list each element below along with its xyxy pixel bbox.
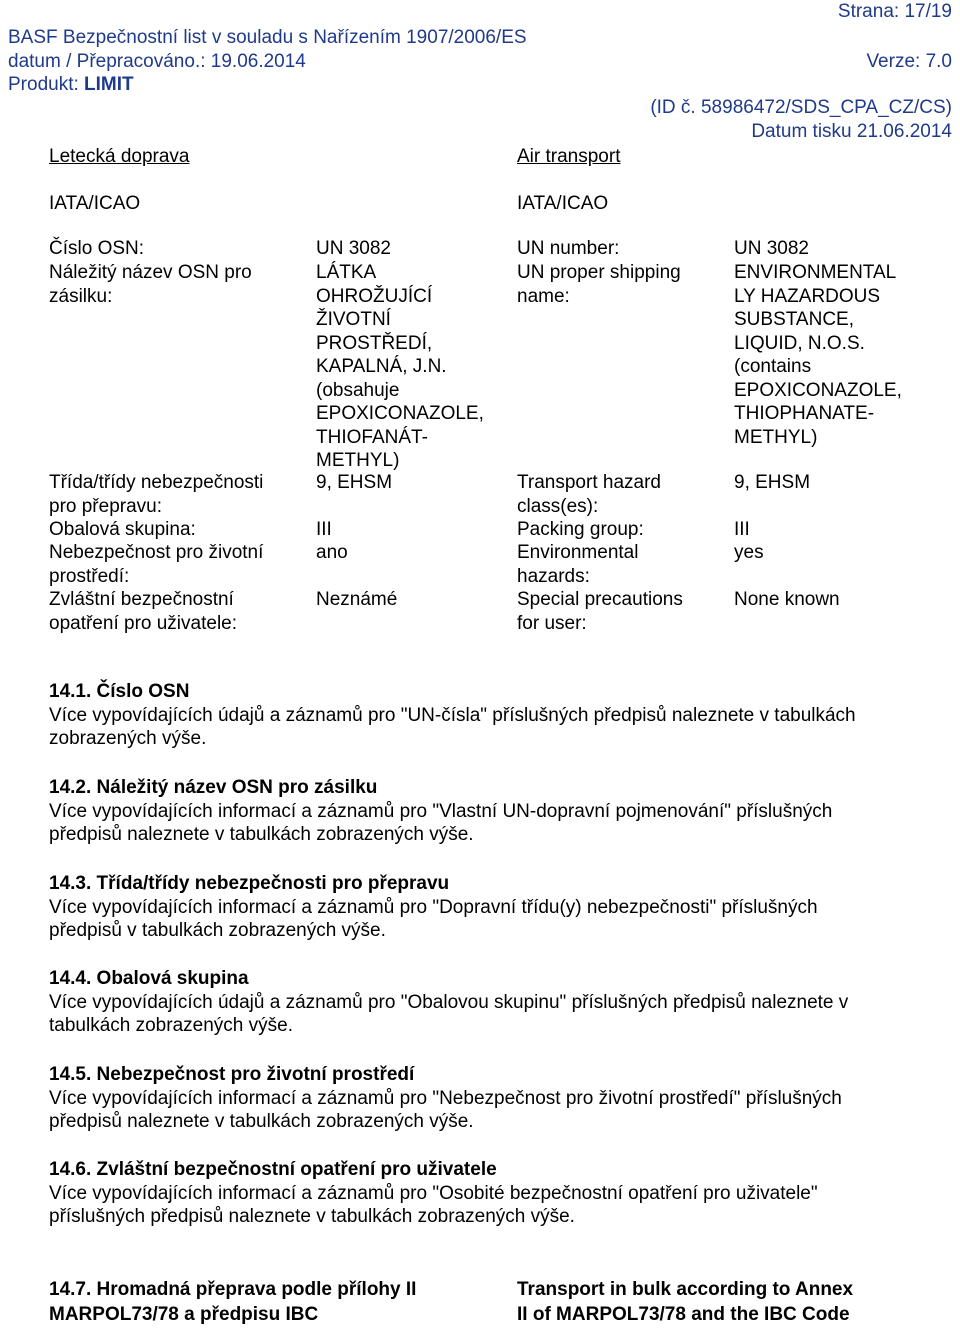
footer-right — [517, 1277, 853, 1327]
left-transport-sub: IATA/ICAO — [49, 193, 141, 214]
table-cell-line: UN number: — [517, 238, 620, 259]
table-cell-line: (obsahuje — [316, 379, 400, 401]
table-cell-line: EPOXICONAZOLE, — [316, 403, 484, 424]
table-cell-line: THIOFANÁT- — [316, 426, 428, 448]
table-cell-line: yes — [734, 542, 764, 563]
table-cell-r-label — [517, 541, 638, 588]
table-cell-line: Packing group: — [517, 519, 644, 540]
print-date: Datum tisku 21.06.2014 — [751, 121, 952, 142]
page-number: Strana: 17/19 — [837, 1, 952, 22]
table-cell-line: for user: — [517, 612, 587, 634]
section-title: 14.4. Obalová skupina — [49, 968, 249, 989]
table-cell-line: name: — [517, 285, 570, 307]
table-cell-r-label — [517, 588, 683, 635]
section-14-3 — [49, 872, 929, 943]
section-body-line: Více vypovídajících údajů a záznamů pro "UN-čísla" příslušných předpisů naleznete v tabulkách — [49, 704, 856, 726]
table-cell-line: ENVIRONMENTAL — [734, 262, 897, 283]
table-cell-line: LÁTKA — [316, 262, 377, 283]
table-cell-line: Zvláštní bezpečnostní — [49, 589, 234, 610]
section-14-4 — [49, 967, 929, 1038]
table-cell-line: SUBSTANCE, — [734, 309, 855, 330]
section-body-line: tabulkách zobrazených výše. — [49, 1015, 293, 1036]
table-cell-line: EPOXICONAZOLE, — [734, 379, 902, 401]
table-cell-l-label — [49, 588, 237, 635]
table-cell-r-value — [734, 518, 750, 542]
table-cell-line: LIQUID, N.O.S. — [734, 332, 865, 354]
table-cell-r-label — [517, 518, 644, 542]
section-body-line: předpisů v tabulkách zobrazených výše. — [49, 920, 386, 941]
footer-left-line: MARPOL73/78 a předpisu IBC — [49, 1304, 319, 1325]
table-cell-line: ŽIVOTNÍ — [316, 309, 391, 330]
section-body-line: Více vypovídajících informací a záznamů pro "Vlastní UN-dopravní pojmenování" příslušných — [49, 800, 833, 822]
table-cell-line: Special precautions — [517, 589, 683, 610]
table-cell-line: opatření pro uživatele: — [49, 612, 238, 634]
table-cell-line: Obalová skupina: — [49, 519, 196, 540]
section-14-1 — [49, 680, 929, 751]
table-cell-r-value — [734, 588, 840, 612]
table-cell-r-value — [734, 471, 810, 495]
table-cell-l-value — [316, 237, 391, 261]
table-cell-line: LY HAZARDOUS — [734, 285, 881, 307]
document-title: BASF Bezpečnostní list v souladu s Nařízením 1907/2006/ES — [8, 27, 527, 48]
table-cell-line: ano — [316, 542, 348, 563]
table-cell-line: pro přepravu: — [49, 495, 163, 517]
table-cell-line: Číslo OSN: — [49, 238, 145, 259]
table-cell-line: None known — [734, 589, 840, 610]
table-cell-l-value — [316, 261, 484, 473]
table-cell-line: III — [316, 519, 332, 540]
section-title: 14.6. Zvláštní bezpečnostní opatření pro uživatele — [49, 1159, 497, 1180]
section-body-line: předpisů naleznete v tabulkách zobrazených výše. — [49, 1111, 474, 1132]
section-title: 14.5. Nebezpečnost pro životní prostředí — [49, 1064, 415, 1085]
product-line — [8, 73, 134, 96]
table-cell-line: Transport hazard — [517, 472, 661, 493]
table-cell-l-value — [316, 541, 348, 565]
table-cell-l-label — [49, 541, 263, 588]
table-cell-l-value — [316, 588, 397, 612]
product-label: Produkt: — [8, 74, 85, 95]
table-cell-r-value — [734, 541, 764, 565]
table-cell-line: OHROŽUJÍCÍ — [316, 285, 433, 307]
section-14-2 — [49, 776, 929, 847]
version: Verze: 7.0 — [866, 51, 952, 72]
table-cell-r-value — [734, 261, 902, 449]
table-cell-line: UN proper shipping — [517, 262, 681, 283]
section-body-line: Více vypovídajících informací a záznamů pro "Osobité bezpečnostní opatření pro uživatele" — [49, 1182, 818, 1204]
table-cell-line: THIOPHANATE- — [734, 403, 875, 424]
table-cell-line: Neznámé — [316, 589, 398, 610]
product-name: LIMIT — [84, 74, 134, 95]
document-id: (ID č. 58986472/SDS_CPA_CZ/CS) — [650, 97, 952, 118]
table-cell-r-label — [517, 261, 681, 308]
section-title: 14.1. Číslo OSN — [49, 681, 190, 702]
table-cell-line: KAPALNÁ, J.N. — [316, 356, 447, 377]
table-cell-l-label — [49, 471, 263, 518]
table-cell-line: class(es): — [517, 495, 599, 517]
section-body-line: zobrazených výše. — [49, 728, 207, 749]
footer-left-line: 14.7. Hromadná přeprava podle přílohy II — [49, 1279, 417, 1300]
table-cell-r-label — [517, 471, 661, 518]
table-cell-line: prostředí: — [49, 565, 130, 587]
table-cell-line: Environmental — [517, 542, 639, 563]
table-cell-l-value — [316, 518, 332, 542]
table-cell-line: UN 3082 — [316, 238, 391, 259]
table-cell-l-value — [316, 471, 392, 495]
revision-date: datum / Přepracováno.: 19.06.2014 — [8, 51, 306, 72]
section-body-line: předpisů naleznete v tabulkách zobrazených výše. — [49, 824, 474, 845]
table-cell-line: III — [734, 519, 750, 540]
table-cell-line: UN 3082 — [734, 238, 809, 259]
table-cell-line: METHYL) — [316, 450, 400, 471]
section-title: 14.2. Náležitý název OSN pro zásilku — [49, 777, 378, 798]
table-cell-l-label — [49, 237, 144, 261]
table-cell-line: Nebezpečnost pro životní — [49, 542, 264, 563]
table-cell-line: Třída/třídy nebezpečnosti — [49, 472, 264, 493]
table-cell-line: PROSTŘEDÍ, — [316, 332, 433, 354]
section-14-5 — [49, 1063, 929, 1134]
table-cell-line: METHYL) — [734, 426, 818, 448]
table-cell-r-label — [517, 237, 619, 261]
section-body-line: příslušných předpisů naleznete v tabulkách zobrazených výše. — [49, 1206, 575, 1227]
section-body-line: Více vypovídajících informací a záznamů pro "Nebezpečnost pro životní prostředí" příslušných — [49, 1087, 842, 1109]
table-cell-line: (contains — [734, 356, 812, 377]
section-14-6 — [49, 1158, 929, 1229]
table-cell-r-value — [734, 237, 809, 261]
table-cell-line: Náležitý název OSN pro — [49, 262, 252, 283]
table-cell-l-label — [49, 261, 252, 308]
right-transport-sub: IATA/ICAO — [517, 193, 609, 214]
left-transport-title: Letecká doprava — [49, 146, 190, 167]
section-title: 14.3. Třída/třídy nebezpečnosti pro přepravu — [49, 873, 450, 894]
section-body-line: Více vypovídajících údajů a záznamů pro "Obalovou skupinu" příslušných předpisů naleznete v — [49, 991, 849, 1013]
footer-right-line: Transport in bulk according to Annex — [517, 1279, 854, 1300]
table-cell-line: zásilku: — [49, 285, 113, 307]
table-cell-l-label — [49, 518, 196, 542]
table-cell-line: hazards: — [517, 565, 590, 587]
footer-right-line: II of MARPOL73/78 and the IBC Code — [517, 1304, 850, 1325]
table-cell-line: 9, EHSM — [316, 472, 393, 493]
table-cell-line: 9, EHSM — [734, 472, 811, 493]
footer-left — [49, 1277, 416, 1327]
section-body-line: Více vypovídajících informací a záznamů pro "Dopravní třídu(y) nebezpečnosti" příslušných — [49, 896, 818, 918]
right-transport-title: Air transport — [517, 146, 621, 167]
